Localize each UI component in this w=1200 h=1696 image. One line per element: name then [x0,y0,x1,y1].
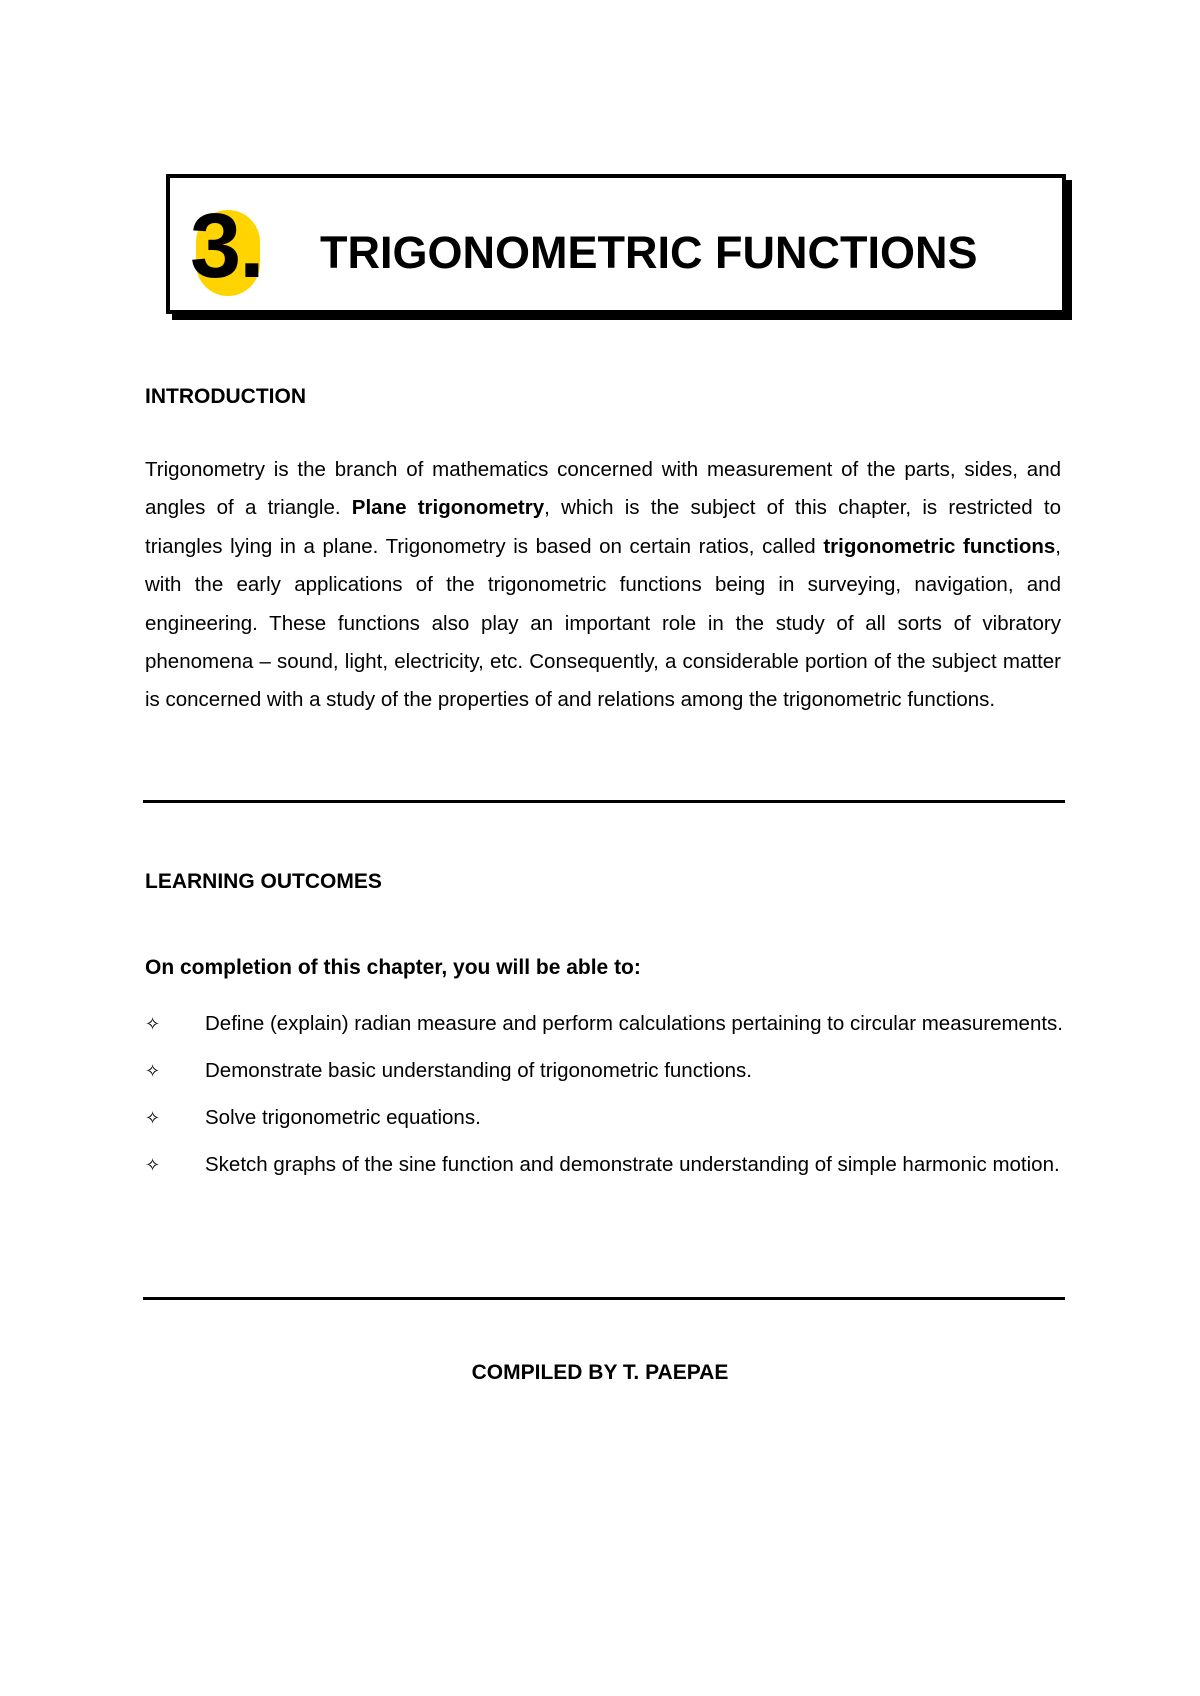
intro-text-part-3: , with the early applications of the trigonometric functions being in surveying, navigation, and engineering. These functions also play an important role in the study of all sorts of vibratory phenomena – sound, light, electricity, etc. Consequently, a considerable portion of the subject matter is concerned with a study of the properties of and relations among the trigonometric functions. [145,534,1061,712]
divider-rule [143,1297,1065,1300]
outcome-text: Sketch graphs of the sine function and demonstrate understanding of simple harmonic motion. [205,1153,1060,1176]
outcome-text: Define (explain) radian measure and perform calculations pertaining to circular measurements. [205,1012,1063,1035]
outcome-text: Demonstrate basic understanding of trigonometric functions. [205,1059,752,1082]
chapter-title: TRIGONOMETRIC FUNCTIONS [320,227,978,278]
learning-outcomes-list [145,1005,1063,1193]
outcome-text: Solve trigonometric equations. [205,1106,481,1129]
chapter-title-box [166,174,1066,314]
intro-text-part-2: , which is the subject of this chapter, is restricted to triangles lying in a plane. Trigonometry is based on certain ratios, called [145,496,1061,558]
intro-term-trigonometric-functions: trigonometric functions [823,534,1056,558]
four-point-star-icon: ✧ [145,1155,161,1175]
learning-outcomes-lead: On completion of this chapter, you will be able to: [145,956,641,979]
introduction-heading: INTRODUCTION [145,385,306,408]
four-point-star-icon: ✧ [145,1061,161,1081]
list-item [145,1099,1063,1137]
list-item [145,1052,1063,1090]
four-point-star-icon: ✧ [145,1014,161,1034]
divider-rule [143,800,1065,803]
four-point-star-icon: ✧ [145,1108,161,1128]
intro-term-plane-trigonometry: Plane trigonometry [351,496,545,520]
intro-text-part-1: Trigonometry is the branch of mathematics concerned with measurement of the parts, sides, and angles of a triangle. [145,458,1061,520]
chapter-number: 3. [190,195,263,297]
list-item [145,1005,1063,1043]
introduction-paragraph [145,451,1061,720]
learning-outcomes-heading: LEARNING OUTCOMES [145,870,382,893]
list-item [145,1146,1063,1184]
compiled-by-footer: COMPILED BY T. PAEPAE [471,1361,729,1384]
